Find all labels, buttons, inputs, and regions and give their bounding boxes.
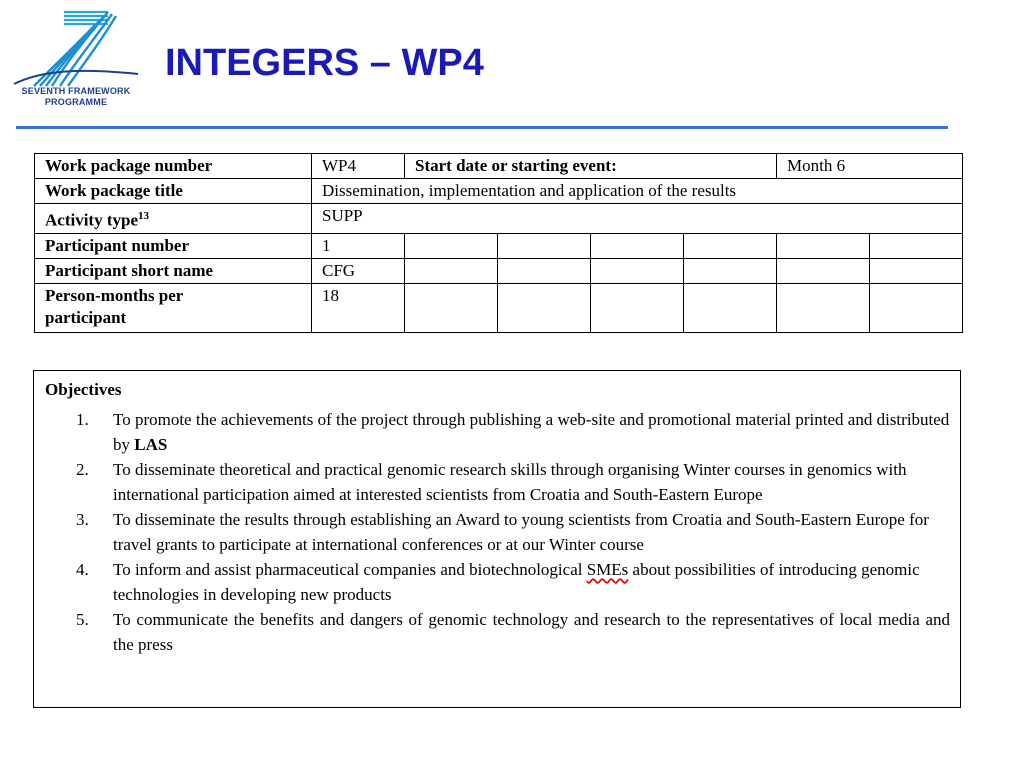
title-divider [16,126,948,129]
activity-type-label: Activity type [45,210,139,230]
list-item-text-part: To promote the achievements of the project through publishing a web-site and promotional material printed and distributed by [113,410,950,454]
empty-cell [405,233,498,258]
page-title: INTEGERS – WP4 [165,42,484,84]
table-row-person-months [35,283,963,332]
list-item [76,407,950,457]
table-row-activity-type [35,204,963,234]
empty-cell [777,233,870,258]
objectives-list [76,407,950,657]
fp7-seven-emblem-icon [12,8,140,88]
table-row-wp-title [35,179,963,204]
empty-cell [870,283,963,332]
empty-cell [684,258,777,283]
wp-title-value: Dissemination, implementation and application of the results [312,179,963,204]
wp-title-label: Work package title [35,179,312,204]
list-item-number: 4. [76,560,89,579]
empty-cell [405,258,498,283]
participant-number-label: Participant number [35,233,312,258]
empty-cell [591,258,684,283]
list-item [76,457,950,507]
list-item-text: To disseminate the results through establishing an Award to young scientists from Croatia and South-Eastern Europe for travel grants to participate at international conferences or at our Winter course [113,510,929,554]
list-item-number: 3. [76,510,89,529]
empty-cell [870,233,963,258]
empty-cell [498,283,591,332]
start-date-label: Start date or starting event: [405,154,777,179]
logo-text-line2: PROGRAMME [44,97,108,107]
table-row-wp-number [35,154,963,179]
participant-short-name-value: CFG [312,258,405,283]
empty-cell [591,283,684,332]
empty-cell [405,283,498,332]
objectives-box [33,370,961,708]
list-item-text [113,407,950,457]
empty-cell [777,283,870,332]
list-item-number: 2. [76,460,89,479]
empty-cell [684,233,777,258]
empty-cell [870,258,963,283]
empty-cell [684,283,777,332]
start-date-value: Month 6 [777,154,963,179]
table-row-participant-short-name [35,258,963,283]
empty-cell [498,233,591,258]
list-item [76,607,950,657]
work-package-table [34,153,963,333]
list-item-text: To disseminate theoretical and practical genomic research skills through organising Winter courses in genomics with international participation aimed at interested scientists from Croatia and South-Eastern Europe [113,460,907,504]
list-item-number: 5. [76,610,89,629]
logo-text-line1: SEVENTH FRAMEWORK [21,86,131,96]
objectives-heading: Objectives [45,380,122,399]
list-item-text-part: To inform and assist pharmaceutical companies and biotechnological [113,560,587,579]
empty-cell [591,233,684,258]
empty-cell [777,258,870,283]
fp7-logo [12,8,140,112]
person-months-value: 18 [312,283,405,332]
activity-type-label-cell [35,204,312,234]
person-months-label: Person-months per participant [35,283,312,332]
activity-type-footnote: 13 [138,210,150,222]
list-item-text-part: about possibilities of introducing genomic technologies in developing new products [113,560,920,604]
list-item [76,557,950,607]
wp-number-value: WP4 [312,154,405,179]
list-item-number: 1. [76,410,89,429]
empty-cell [498,258,591,283]
participant-short-name-label: Participant short name [35,258,312,283]
spellcheck-flagged-word: SMEs [586,560,629,579]
wp-number-label: Work package number [35,154,312,179]
list-item-text [113,557,950,607]
table-row-participant-number [35,233,963,258]
list-item-text-bold: LAS [134,435,168,454]
list-item [76,507,950,557]
list-item-text: To communicate the benefits and dangers of genomic technology and research to the representatives of local media and the press [113,610,950,654]
activity-type-value: SUPP [312,204,963,234]
participant-number-value: 1 [312,233,405,258]
